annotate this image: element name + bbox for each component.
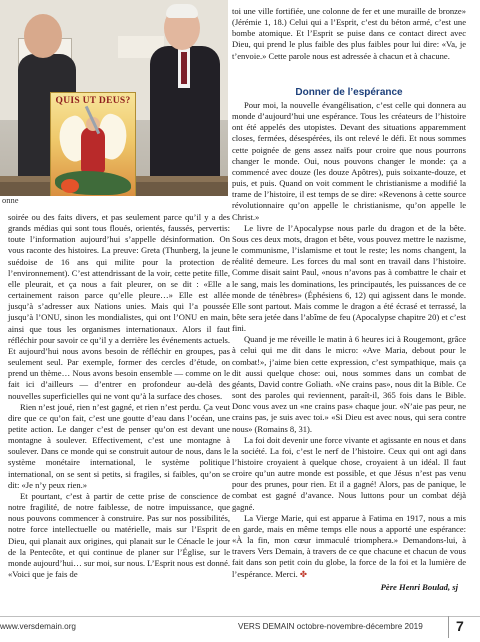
right-paragraph: Le livre de l’Apocalypse nous parle du dragon et de la bête. Sous ces deux mots, dragon et bête, vous pouvez mettre le nazisme, le communisme, l’islamisme et tout le reste; les noms changent, la réalité demeure. Les forces du mal sont en travail dans l’histoire. Comme disait saint Paul, «nous n’avons pas à combattre le chair et le sang, mais les dominations, les principautés, les puissances de ce monde de ténèbres» (Éphésiens 6, 12) qui agissent dans le monde. Elle sont partout. Mais comme le dragon a été écrasé et terrassé, la bête sera jetée dans l’abîme de feu (Apocalypse chapitre 20) et c’est fini. — [232, 222, 466, 334]
page-footer — [0, 614, 480, 642]
end-mark-icon: ✤ — [299, 568, 308, 579]
left-column — [8, 212, 230, 580]
right-column — [232, 100, 466, 593]
footer-rule — [0, 616, 480, 617]
photo-caption-fragment: onne — [2, 195, 19, 204]
right-column-top — [232, 6, 466, 62]
section-title: Donner de l’espérance — [295, 87, 403, 98]
photo-person-right — [150, 6, 220, 204]
right-paragraph: La foi doit devenir une force vivante et agissante en nous et dans la société. La foi, c’est le nerf de l’histoire. Ceux qui ont agi dans l’histoire croyaient à quelque chose, croyaient à un idéal. Il faut croire qu’un autre monde est possible, et que Jésus n’est pas venu pour des prunes, pour rien. Et il a gagné! Alors, pas de panique, le combat est gagné d’avance. Nous luttons pour un combat déjà gagné. — [232, 434, 466, 512]
photo-caption-strip — [0, 196, 228, 204]
footer-website-link[interactable]: www.versdemain.org — [0, 622, 76, 631]
photo-poster — [50, 92, 136, 200]
page-number: 7 — [456, 618, 464, 634]
right-top-paragraph: toi une ville fortifiée, une colonne de fer et une muraille de bronze» (Jérémie 1, 18.) Celui qui a l’Esprit, c’est du béton armé, c’est une bombe atomique. Et l’Esprit se puise dans ce contact direct avec Dieu, qui prend le plus faible des plus faibles pour lui dire: «Va, je t’envoie.» Cette parole nous est adressée à chacun et à chacune. — [232, 6, 466, 61]
right-paragraph: Quand je me réveille le matin à 6 heures ici à Rougemont, grâce à celui qui me dit dans le micro: «Ave Maria, debout pour le combat!», j’aime bien cette expression, c’est sympathique, mais ça dit aussi quelque chose: oui, nous sommes dans un combat de géants, David contre Goliath. «Ne crains pas», nous dit la Bible. Ce sont des paroles qui reviennent, paraît-il, 365 fois dans le Bible. Donc vous avez un «ne crains pas» chaque jour. «N’aie pas peur, ne crains pas, je suis avec toi.» «Si Dieu est avec nous, qui sera contre nous» (Romains 8, 31). — [232, 334, 466, 434]
left-paragraph: Rien n’est joué, rien n’est gagné, et rien n’est perdu. Ça veut dire que ce qu’on fait, c’est une goutte d’eau dans l’océan, une petite action. Le danger c’est de penser qu’on est devant une montagne à soulever. Effectivement, c’est une montagne à soulever. Dans ce monde qui se construit autour de nous, dans le système monétaire international, le système politique international, on se sent si petits, si fragiles, si faibles, qu’on se dit: «Je n’y peux rien.» — [8, 401, 230, 490]
footer-magazine-issue: VERS DEMAIN octobre-novembre-décembre 2019 — [238, 622, 423, 631]
article-photo — [0, 0, 228, 204]
right-paragraph — [232, 513, 466, 580]
right-paragraph: Pour moi, la nouvelle évangélisation, c’est celle qui donnera au monde d’aujourd’hui une espérance. Tous les créateurs de l’histoire ont été appelés des utopistes. Devant des situations apparemment closes, fermées, désespérées, ils ont relevé le défi. Et nous sommes cette poignée de gens assez naïfs pour croire que nous pourrons changer le monde. Oui, nous pouvons changer le monde: ça a commencé avec douze (les douze Apôtres), puis soixante-douze, et puis, et puis. Quand on voit comment le christianisme a modifié la trame de l’histoire, il est temps de se dire: «Revenons à cette source révolutionnaire qu’on appelle le christianisme, qu’on appelle le Christ.» — [232, 100, 466, 222]
footer-divider — [448, 616, 449, 638]
closing-paragraph-text: La Vierge Marie, qui est apparue à Fatima en 1917, nous a mis en garde, mais en même temps elle nous a apporté une espérance: «À la fin, mon cœur immaculé triomphera.» Demandons-lui, à travers Vers Demain, à travers de ce que chacune et chacun de vous fait dans son petit coin du globe, la force de la foi et la lumière de l’espérance. Merci. — [232, 512, 466, 579]
left-paragraph: soirée ou des faits divers, et pas seulement parce qu’il y a des grands médias qui sont tous floués, orientés, faussés, pervertis: toute l’information aujourd’hui s’appelle désinformation. On vous raconte des histoires. La preuve: Greta (Thunberg, la jeune suédoise de 16 ans qui milite pour la protection de l’environnement). C’est attendrissant de la voir, cette petite fille, elle pleurait, et ça nous a fait pleurer, on se dit : «Elle a certainement raison parce qu’elle pleure…» Elle est allée jusqu’à s’adresser aux Nations unies. Mais qui l’a poussée jusqu’à l’ONU, sinon les mondialistes, qui ont l’ONU en main, ainsi que tous les organismes internationaux. Alors il faut réfléchir pour savoir ce qu’il y a derrière les événements actuels. Et aujourd’hui nous avons besoin de réfléchir en groupes, pas seulement seul. Par exemple, former des cercles d’étude, on prend un thème… Nous avons besoin ensemble — comme on le fait ici d’ailleurs — d’entrer en profondeur au-delà des nouvelles superficielles qui ne vont qu’à la surface des choses. — [8, 212, 230, 401]
poster-title: QUIS UT DEUS? — [55, 96, 131, 106]
author-signature: Père Henri Boulad, sj — [380, 581, 458, 592]
left-paragraph: Et pourtant, c’est à partir de cette prise de conscience de notre fragilité, de notre faiblesse, de notre impuissance, que nous pouvons commencer à construire. Pas sur nos possibilités, notre force intellectuelle ou matérielle, mais sur l’Esprit de Dieu, qui planait aux origines, qui planait sur le Cénacle le jour de la Pentecôte, et qui continue de planer sur l’Église, sur le monde aujourd’hui… sur moi, sur nous. L’Esprit nous est donné. «Voici que je fais de — [8, 490, 230, 579]
